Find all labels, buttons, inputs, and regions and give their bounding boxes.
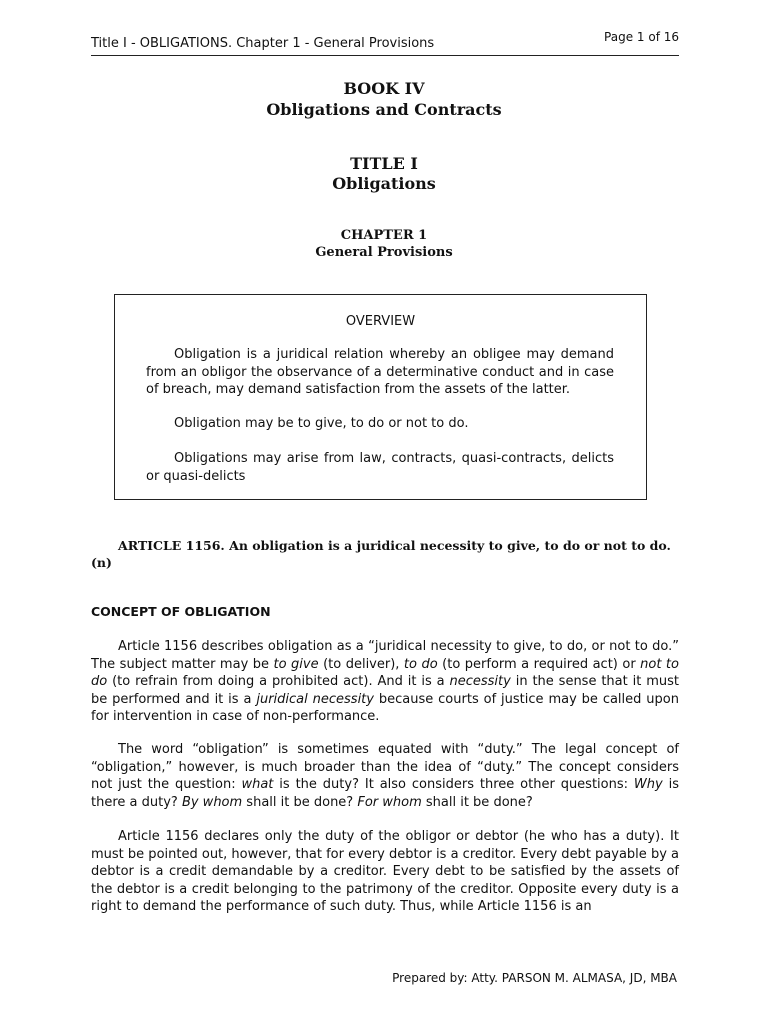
emphasis: not to do — [91, 656, 679, 689]
text-run: is there a duty? — [91, 777, 679, 810]
chapter-label: CHAPTER 1 — [340, 228, 428, 243]
header-title: Title I - OBLIGATIONS. Chapter 1 - General Provisions — [91, 36, 435, 51]
emphasis: to give — [273, 656, 319, 672]
text-run: Article 1156 describes obligation as a “juridical necessity to give, to do, or not to do.” The subject matter may be — [91, 639, 679, 672]
chapter-name: General Provisions — [315, 245, 453, 260]
text-run: shall it be done? — [421, 794, 533, 810]
page-number: Page 1 of 16 — [604, 30, 679, 44]
page-header — [91, 30, 679, 56]
emphasis: For whom — [357, 794, 422, 810]
emphasis: juridical necessity — [256, 691, 374, 707]
emphasis: to do — [403, 656, 438, 672]
body-paragraph-3: Article 1156 declares only the duty of the obligor or debtor (he who has a duty). It must be pointed out, however, that for every debtor is a creditor. Every debt payable by a debtor is a credit demandable by a creditor. Every debt to be satisfied by the assets of the debtor is a credit belonging to the patrimony of the creditor. Opposite every duty is a right to demand the performance of such duty. Thus, while Article 1156 is an — [91, 829, 679, 914]
overview-paragraph-3: Obligations may arise from law, contracts, quasi-contracts, delicts or quasi-delicts — [146, 451, 614, 484]
book-name: Obligations and Contracts — [266, 100, 502, 119]
text-run: (to refrain from doing a prohibited act). And it is a — [107, 674, 450, 689]
text-run: because courts of justice may be called upon for intervention in case of non-performance. — [91, 691, 679, 724]
overview-paragraph-2: Obligation may be to give, to do or not to do. — [174, 416, 469, 431]
book-label: BOOK IV — [343, 79, 425, 98]
page-footer: Prepared by: Atty. PARSON M. ALMASA, JD, MBA — [392, 971, 677, 985]
body-paragraph-2 — [91, 741, 679, 811]
article-1156-text: ARTICLE 1156. An obligation is a juridical necessity to give, to do or not to do. (n) — [91, 538, 671, 570]
text-run: is the duty? It also considers three other questions: — [273, 777, 634, 792]
text-run: in the sense that it must be performed and it is a — [91, 674, 679, 707]
emphasis: Why — [633, 777, 663, 792]
text-run: (to deliver), — [318, 656, 404, 672]
overview-box — [114, 294, 647, 500]
overview-heading: OVERVIEW — [345, 314, 416, 329]
emphasis: By whom — [181, 794, 243, 810]
title-name: Obligations — [332, 174, 436, 193]
text-run: shall it be done? — [242, 794, 358, 810]
emphasis: what — [241, 777, 274, 792]
text-run: The word “obligation” is sometimes equated with “duty.” The legal concept of “obligation,” however, is much broader than the idea of “duty.” The concept considers not just the question: — [91, 742, 679, 792]
section-heading: CONCEPT OF OBLIGATION — [91, 604, 271, 619]
overview-paragraph-1: Obligation is a juridical relation whereby an obligee may demand from an obligor the observance of a determinative conduct and in case of breach, may demand satisfaction from the assets of the latter. — [146, 347, 614, 397]
text-run: (to perform a required act) or — [437, 656, 641, 672]
title-label: TITLE I — [350, 154, 418, 173]
body-paragraph-1 — [91, 638, 679, 726]
emphasis: necessity — [449, 674, 511, 689]
